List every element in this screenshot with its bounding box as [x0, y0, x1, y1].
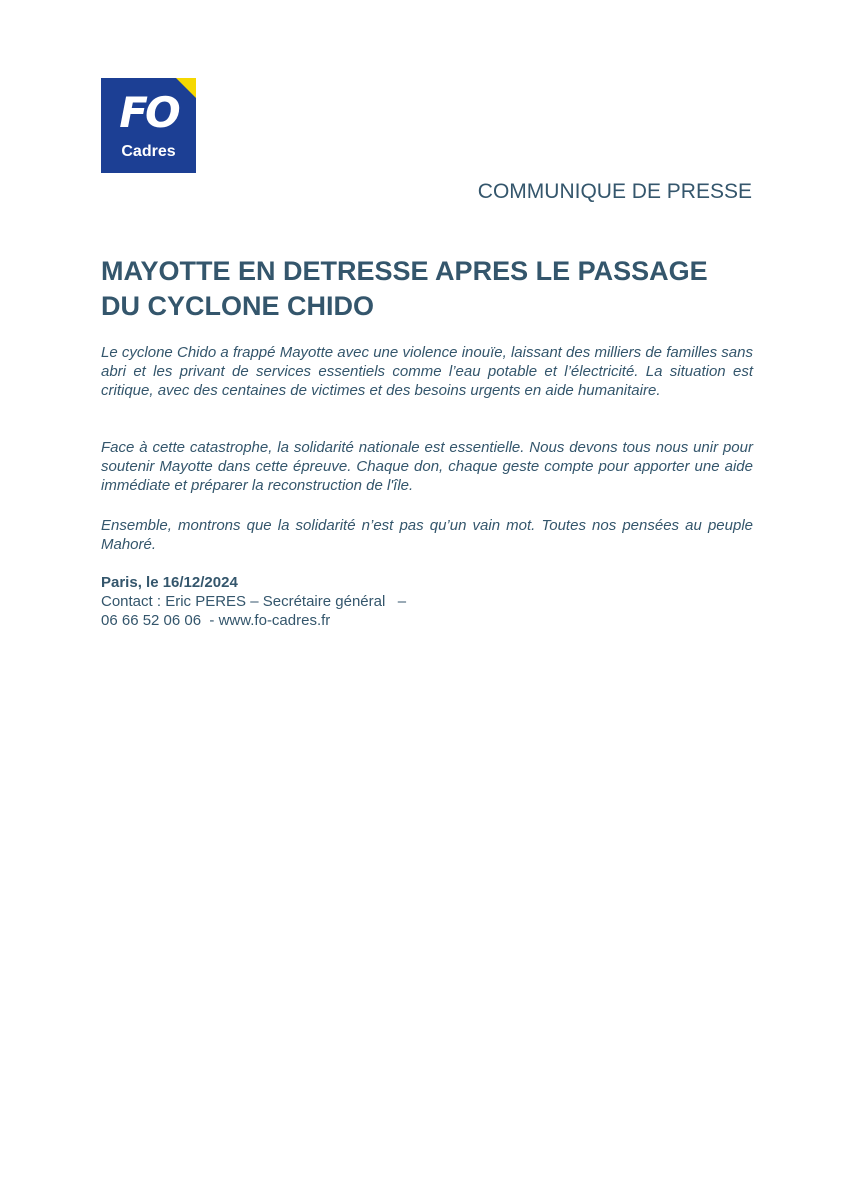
- body-paragraph: Face à cette catastrophe, la solidarité nationale est essentielle. Nous devons tous nous unir pour soutenir Mayotte dans cette épreuve. Chaque don, chaque geste compte pour apporter une aide immédiate et préparer la reconstruction de l'île.: [101, 439, 753, 494]
- logo-fo-text: FO: [119, 88, 178, 137]
- fo-cadres-logo: [101, 78, 196, 173]
- contact-phone-website: 06 66 52 06 06 - www.fo-cadres.fr: [101, 612, 331, 629]
- page-title: MAYOTTE EN DETRESSE APRES LE PASSAGE DU CYCLONE CHIDO: [101, 256, 708, 321]
- body-paragraph: Ensemble, montrons que la solidarité n’est pas qu’un vain mot. Toutes nos pensées au peuple Mahoré.: [101, 517, 753, 553]
- logo-cadres-text: Cadres: [121, 143, 176, 160]
- document-type-label: COMMUNIQUE DE PRESSE: [477, 180, 752, 203]
- contact-line: Contact : Eric PERES – Secrétaire général –: [101, 593, 407, 610]
- body-paragraph: Le cyclone Chido a frappé Mayotte avec une violence inouïe, laissant des milliers de familles sans abri et les privant de services essentiels comme l’eau potable et l’électricité. La situation est critique, avec des centaines de victimes et des besoins urgents en aide humanitaire.: [101, 344, 753, 399]
- signature-date: Paris, le 16/12/2024: [101, 574, 238, 591]
